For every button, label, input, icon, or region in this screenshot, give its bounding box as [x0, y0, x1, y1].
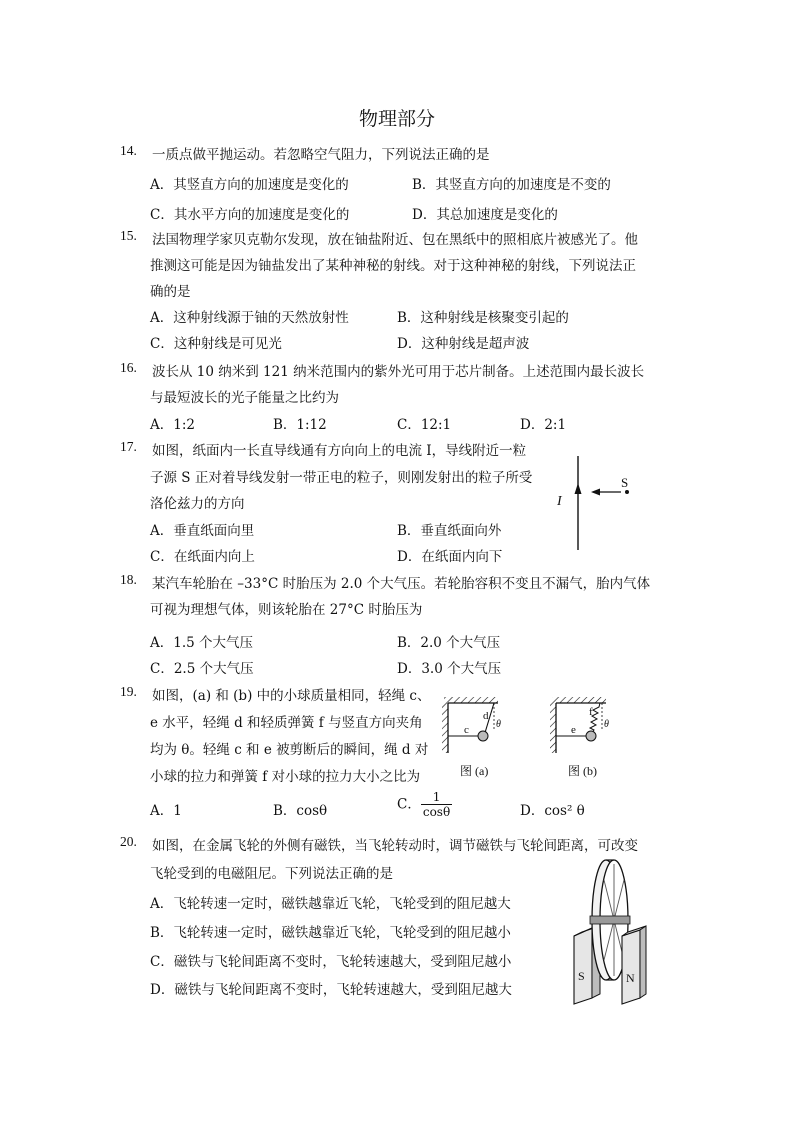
particle-source-dot	[625, 490, 629, 494]
q14-option-a[interactable]: A．其竖直方向的加速度是变化的	[150, 177, 349, 193]
q20-stem-line-1: 如图，在金属飞轮的外侧有磁铁，当飞轮转动时，调节磁铁与飞轮间距离，可改变	[152, 838, 638, 854]
q20-number: 20.	[120, 834, 137, 849]
q16-option-a[interactable]: A．1:2	[150, 417, 195, 433]
q19-stem-line-2: e 水平，轻绳 d 和轻质弹簧 f 与竖直方向夹角	[150, 715, 423, 731]
q16-stem-line-2: 与最短波长的光子能量之比约为	[150, 390, 339, 406]
q19-stem-line-3: 均为 θ。轻绳 c 和 e 被剪断后的瞬间，绳 d 对	[150, 742, 429, 758]
label-e: e	[571, 724, 576, 736]
q17-stem-line-2: 子源 S 正对着导线发射一带正电的粒子，则刚发射出的粒子所受	[150, 470, 533, 486]
q20-option-b[interactable]: B．飞轮转速一定时，磁铁越靠近飞轮，飞轮受到的阻尼越小	[150, 925, 511, 941]
magnet-s-label: S	[578, 969, 585, 983]
q14-option-d[interactable]: D．其总加速度是变化的	[412, 207, 558, 223]
figure-b	[550, 697, 609, 778]
q18-stem-line-1: 某汽车轮胎在 –33°C 时胎压为 2.0 个大气压。若轮胎容积不变且不漏气，胎内气体	[152, 576, 651, 592]
q15-option-d[interactable]: D．这种射线是超声波	[397, 336, 530, 352]
q18-option-b[interactable]: B．2.0 个大气压	[397, 635, 501, 651]
q15-option-c[interactable]: C．这种射线是可见光	[150, 336, 282, 352]
theta-label-a: θ	[496, 719, 501, 730]
fraction-numerator: 1	[432, 790, 441, 804]
q15-stem-line-3: 确的是	[150, 284, 191, 300]
source-label: S	[621, 475, 629, 490]
page-title: 物理部分	[358, 108, 435, 130]
q20-stem-line-2: 飞轮受到的电磁阻尼。下列说法正确的是	[150, 866, 393, 882]
magnet-n-side	[640, 926, 646, 998]
q18-option-a[interactable]: A．1.5 个大气压	[150, 635, 254, 651]
q17-option-c[interactable]: C．在纸面内向上	[150, 549, 255, 565]
q19-stem-line-1: 如图，(a) 和 (b) 中的小球质量相同，轻绳 c、	[152, 688, 431, 704]
q20-option-c[interactable]: C．磁铁与飞轮间距离不变时，飞轮转速越大，受到阻尼越小	[150, 954, 512, 970]
label-c: c	[464, 724, 469, 736]
q19-option-a[interactable]: A．1	[150, 803, 182, 819]
q19-option-c-prefix: C．	[397, 796, 421, 813]
figure-a	[442, 697, 501, 778]
magnet-s-side	[574, 928, 592, 1004]
magnet-n-label: N	[626, 971, 635, 985]
q19-figure	[440, 695, 640, 785]
caption-b: 图 (b)	[568, 764, 597, 778]
q15-stem-line-1: 法国物理学家贝克勒尔发现，放在铀盐附近、包在黑纸中的照相底片被感光了。他	[152, 232, 638, 248]
wall-hatch-a	[442, 703, 448, 753]
q16-option-b[interactable]: B．1:12	[273, 417, 327, 433]
q15-option-a[interactable]: A．这种射线源于铀的天然放射性	[150, 310, 349, 326]
q20-option-d[interactable]: D．磁铁与飞轮间距离不变时，飞轮转速越大，受到阻尼越大	[150, 982, 512, 998]
label-f: f	[589, 706, 593, 718]
current-label: I	[557, 494, 562, 509]
q19-option-d[interactable]: D．cos² θ	[520, 803, 585, 819]
q16-option-c[interactable]: C．12:1	[397, 417, 452, 433]
q17-stem-line-3: 洛伦兹力的方向	[150, 496, 245, 512]
q18-stem-line-2: 可视为理想气体，则该轮胎在 27°C 时胎压为	[150, 602, 423, 618]
q17-option-a[interactable]: A．垂直纸面向里	[150, 523, 255, 539]
q15-stem-line-2: 推测这可能是因为铀盐发出了某种神秘的射线。对于这种神秘的射线，下列说法正	[150, 258, 636, 274]
q20-option-a[interactable]: A．飞轮转速一定时，磁铁越靠近飞轮，飞轮受到的阻尼越大	[150, 896, 511, 912]
magnet-n-front	[622, 930, 640, 1004]
q17-number: 17.	[120, 439, 137, 454]
q19-stem-line-4: 小球的拉力和弹簧 f 对小球的拉力大小之比为	[150, 769, 421, 785]
q16-stem-line-1: 波长从 10 纳米到 121 纳米范围内的紫外光可用于芯片制备。上述范围内最长波长	[152, 364, 645, 380]
q16-number: 16.	[120, 360, 137, 375]
fraction-denominator: cosθ	[422, 805, 451, 819]
wall-hatch-b	[550, 703, 556, 753]
q14-number: 14.	[120, 143, 137, 158]
ceiling-hatch-b	[552, 697, 606, 703]
theta-label-b: θ	[604, 719, 609, 730]
q14-stem: 一质点做平抛运动。若忽略空气阻力，下列说法正确的是	[152, 147, 490, 163]
caption-a: 图 (a)	[460, 764, 489, 778]
current-arrow-icon	[575, 483, 582, 494]
q17-option-d[interactable]: D．在纸面内向下	[397, 549, 503, 565]
q18-option-c[interactable]: C．2.5 个大气压	[150, 661, 254, 677]
q14-option-b[interactable]: B．其竖直方向的加速度是不变的	[412, 177, 611, 193]
q17-stem-line-1: 如图，纸面内一长直导线通有方向向上的电流 I，导线附近一粒	[152, 443, 527, 459]
q17-option-b[interactable]: B．垂直纸面向外	[397, 523, 502, 539]
q19-option-b[interactable]: B．cosθ	[273, 803, 328, 819]
ball-b	[586, 731, 596, 741]
flywheel-axle	[590, 916, 630, 924]
velocity-arrow-icon	[591, 489, 600, 496]
q16-option-d[interactable]: D．2:1	[520, 417, 567, 433]
ceiling-hatch-a	[444, 697, 498, 703]
q15-option-b[interactable]: B．这种射线是核聚变引起的	[397, 310, 569, 326]
q17-figure	[545, 450, 645, 555]
ball-a	[478, 731, 488, 741]
q18-option-d[interactable]: D．3.0 个大气压	[397, 661, 502, 677]
q18-number: 18.	[120, 572, 137, 587]
label-d: d	[483, 710, 489, 722]
q19-option-c[interactable]	[397, 790, 452, 820]
q14-option-c[interactable]: C．其水平方向的加速度是变化的	[150, 207, 350, 223]
q15-number: 15.	[120, 228, 137, 243]
q19-option-c-fraction	[421, 790, 452, 820]
q20-flywheel-figure	[568, 858, 648, 1006]
q19-number: 19.	[120, 684, 137, 699]
